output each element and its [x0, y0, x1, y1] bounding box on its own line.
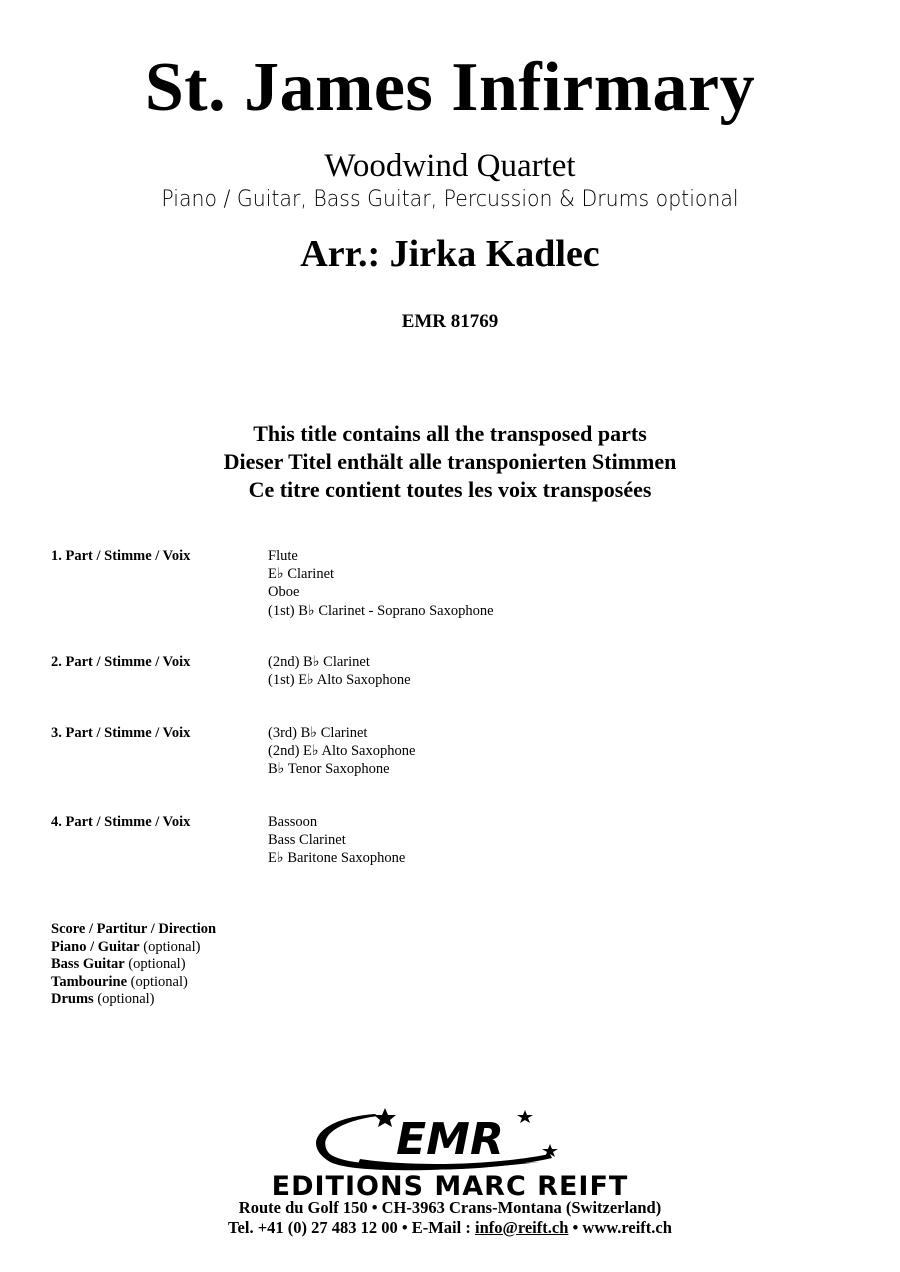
contact-phone: Tel. +41 (0) 27 483 12 00 • E-Mail :	[228, 1218, 475, 1237]
notice-german: Dieser Titel enthält alle transponierten Stimmen	[223, 449, 677, 474]
transposed-parts-notice	[0, 420, 900, 504]
part-label: 3. Part / Stimme / Voix	[51, 725, 191, 741]
instrument-item: E♭ Baritone Saxophone	[268, 850, 406, 867]
catalog-number: EMR 81769	[401, 311, 499, 332]
logo-text: EMR	[396, 1114, 504, 1165]
instrument-item: Flute	[268, 548, 298, 564]
publisher-name: EDITIONS MARC REIFT	[271, 1171, 629, 1202]
extra-name: Drums	[51, 991, 94, 1007]
publisher-address: Route du Golf 150 • CH-3963 Crans-Montana (Switzerland)	[238, 1198, 662, 1217]
instrument-item: Bass Clarinet	[268, 832, 346, 849]
instrument-item: Bassoon	[268, 814, 318, 830]
instrument-item: Oboe	[268, 584, 300, 601]
email-link[interactable]: info@reift.ch	[474, 1218, 569, 1237]
notice-english: This title contains all the transposed parts	[253, 421, 647, 446]
extra-name: Piano / Guitar	[51, 938, 140, 955]
emr-logo	[300, 1104, 600, 1176]
contact-website: • www.reift.ch	[568, 1218, 672, 1237]
notice-french: Ce titre contient toutes les voix transposées	[248, 477, 652, 502]
extra-note: (optional)	[130, 973, 188, 990]
extra-item	[51, 921, 216, 939]
part-instrument-list	[268, 547, 494, 620]
extra-note: (optional)	[128, 956, 186, 972]
extra-name: Bass Guitar	[51, 956, 125, 972]
part-instrument-list	[268, 724, 415, 779]
publisher-contact	[0, 1217, 900, 1239]
part-instrument-list	[268, 813, 405, 868]
extra-item	[51, 939, 216, 957]
instrument-item: (1st) B♭ Clarinet - Soprano Saxophone	[268, 602, 494, 619]
part-instrument-list	[268, 653, 411, 689]
instrumentation-line: Piano / Guitar, Bass Guitar, Percussion & Drums optional	[161, 187, 739, 212]
part-label: 1. Part / Stimme / Voix	[51, 548, 191, 564]
part-label: 2. Part / Stimme / Voix	[51, 654, 191, 670]
extra-note: (optional)	[97, 991, 155, 1007]
subtitle: Woodwind Quartet	[324, 148, 576, 184]
page-title: St. James Infirmary	[144, 49, 756, 126]
instrument-item: (2nd) E♭ Alto Saxophone	[268, 743, 416, 760]
instrument-item: B♭ Tenor Saxophone	[268, 761, 390, 778]
extra-note: (optional)	[143, 938, 201, 955]
extra-item	[51, 991, 216, 1009]
additional-parts-list	[51, 921, 216, 1009]
instrument-item: E♭ Clarinet	[268, 566, 335, 583]
instrument-item: (1st) E♭ Alto Saxophone	[268, 672, 411, 689]
extra-item	[51, 974, 216, 992]
arranger: Arr.: Jirka Kadlec	[300, 233, 600, 275]
extra-item	[51, 956, 216, 974]
instrument-item: (3rd) B♭ Clarinet	[268, 725, 368, 741]
part-label: 4. Part / Stimme / Voix	[51, 814, 191, 830]
instrument-item: (2nd) B♭ Clarinet	[268, 654, 370, 670]
extra-name: Tambourine	[51, 973, 128, 990]
extra-name: Score / Partitur / Direction	[51, 921, 217, 937]
